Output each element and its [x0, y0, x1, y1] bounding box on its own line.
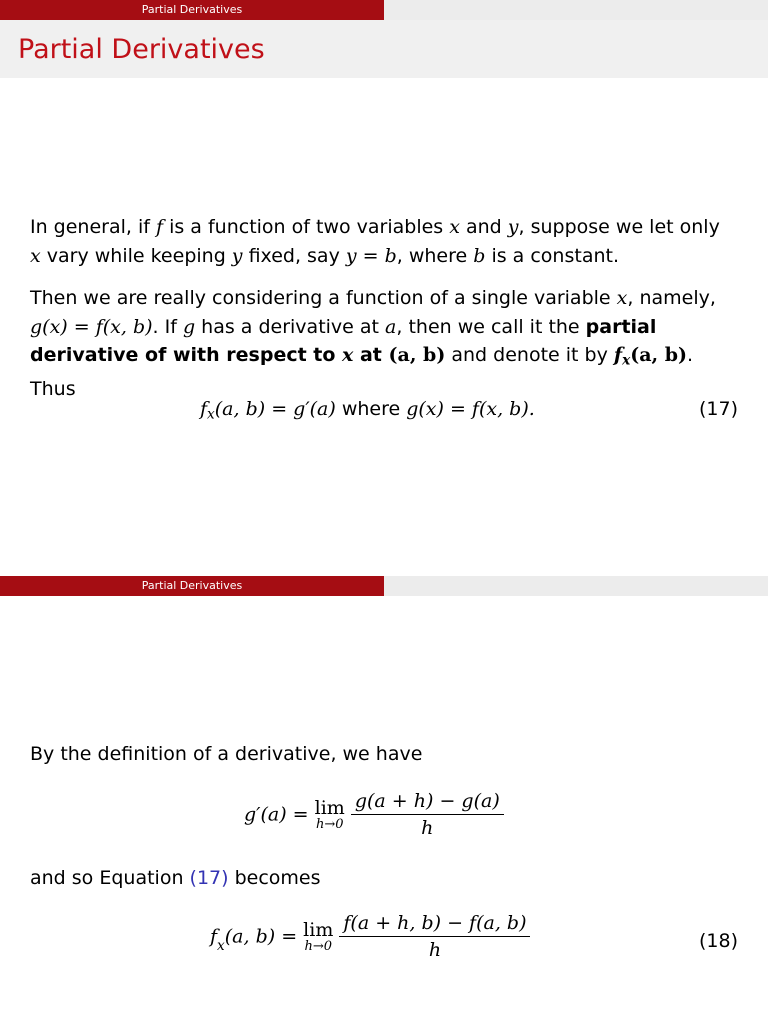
math-lhs-args: (a, b) = [224, 925, 304, 948]
text: is a function of two variables [163, 216, 450, 238]
math-f: f [156, 216, 164, 238]
math-y-equals-b: y = b [345, 244, 397, 267]
math-limit [314, 796, 345, 832]
math-lhs: g′(a) = [244, 803, 315, 826]
fraction-denominator: h [421, 817, 434, 839]
math-y: y [507, 216, 519, 238]
math-x: x [30, 244, 41, 267]
text: and [459, 216, 508, 238]
lim-subscript: h→0 [315, 816, 344, 832]
bold-text: at [353, 344, 389, 366]
math-subscript-x: x [207, 406, 215, 423]
math-x: x [616, 287, 628, 309]
text: and denote it by [445, 344, 614, 366]
math-bold-args: (a, b) [630, 344, 688, 366]
math-bold-subscript-x: x [622, 352, 631, 369]
math-a: a [385, 315, 397, 338]
math-limit [303, 918, 334, 954]
lim-text: lim [314, 796, 345, 819]
math-g-of-x: g(x) = f(x, b) [30, 315, 153, 338]
header-section-title[interactable]: Partial Derivatives [141, 3, 243, 16]
math-bold-f: f [613, 344, 623, 366]
fraction [351, 790, 504, 839]
text: . If [152, 315, 183, 338]
math-y: y [231, 244, 243, 267]
text: and so Equation [30, 867, 190, 889]
paragraph-definition [30, 284, 742, 403]
math-lhs-args: (a, b) = g′(a) [214, 398, 336, 420]
math-f: f [210, 925, 218, 948]
equation-number: (18) [698, 930, 738, 952]
lim-subscript: h→0 [304, 938, 333, 954]
fraction-numerator: g(a + h) − g(a) [351, 790, 504, 815]
math-bold-ab: (a, b) [388, 344, 446, 366]
lim-text: lim [303, 918, 334, 941]
text: fixed, say [242, 244, 346, 267]
paragraph-general [30, 213, 742, 270]
equation-body [244, 790, 504, 839]
fraction-numerator: f(a + h, b) − f(a, b) [339, 912, 530, 937]
text: is a constant. [485, 244, 619, 267]
math-subscript-x: x [217, 938, 225, 955]
math-bold-x: x [342, 344, 354, 366]
slide-2 [0, 576, 768, 1024]
header-bar [0, 0, 768, 20]
text: Then we are really considering a function of a single variable [30, 287, 617, 309]
text-where: where [335, 398, 407, 420]
text: , namely, [627, 287, 716, 309]
text: , suppose we let only [518, 216, 720, 238]
math-b: b [473, 244, 486, 267]
fraction-denominator: h [428, 939, 442, 961]
math-x: x [449, 216, 460, 238]
text: . [687, 344, 694, 366]
math-g: g [182, 315, 196, 338]
equation-17-link[interactable]: (17) [189, 867, 229, 889]
text: Thus [30, 377, 76, 400]
equation-18-body [210, 912, 530, 961]
equation-17-body [200, 398, 535, 422]
frame-title-bar [0, 20, 768, 78]
math-f: f [200, 398, 208, 420]
paragraph-definition-derivative: By the definition of a derivative, we have [30, 743, 423, 765]
text: , then we call it the [396, 315, 586, 338]
bold-text: derivative of with respect to [30, 344, 343, 366]
math-rhs: g(x) = f(x, b). [406, 398, 535, 420]
header-section-title[interactable]: Partial Derivatives [141, 579, 243, 592]
frame-title: Partial Derivatives [18, 34, 265, 65]
equation-number: (17) [698, 398, 738, 420]
text: has a derivative at [195, 315, 386, 338]
header-bar [0, 576, 768, 596]
text: vary while keeping [40, 244, 232, 267]
bold-text: partial [585, 315, 657, 338]
text: , where [396, 244, 474, 267]
text: In general, if [30, 216, 156, 238]
paragraph-equation-ref [30, 864, 742, 893]
text: becomes [228, 867, 321, 889]
header-bar-right [384, 0, 768, 20]
fraction [339, 912, 530, 961]
header-bar-right [384, 576, 768, 596]
